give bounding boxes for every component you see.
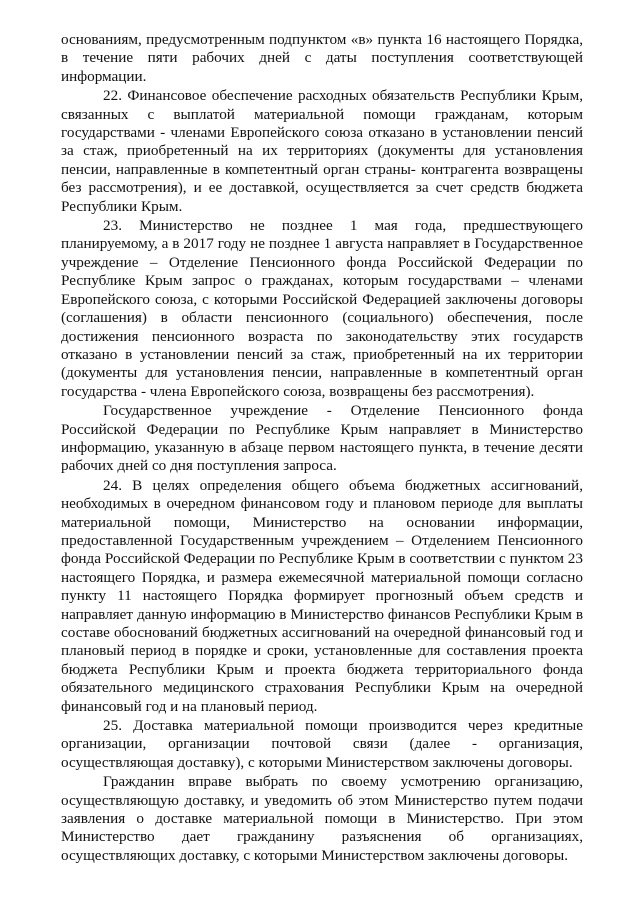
document-page bbox=[61, 31, 583, 866]
paragraph-22: 22. Финансовое обеспечение расходных обязательств Республики Крым, связанных с выплатой материальной помощи гражданам, которым государствами - членами Европейского союза отказано в установлении пенсий за стаж, приобретенный на их территориях (документы для установления пенсии, направленные в компетентный орган страны- контрагента возвращены без рассмотрения), и ее доставкой, осуществляется за счет средств бюджета Республики Крым. bbox=[61, 87, 583, 215]
paragraph-24: 24. В целях определения общего объема бюджетных ассигнований, необходимых в очередном финансовом году и плановом периоде для выплаты материальной помощи, Министерство на основании информации, предоставленной Государственным учреждением – Отделением Пенсионного фонда Российской Федерации по Республике Крым в соответствии с пунктом 23 настоящего Порядка, и размера ежемесячной материальной помощи согласно пункту 11 настоящего Порядка формирует прогнозный объем средств и направляет данную информацию в Министерство финансов Республики Крым в составе обоснований бюджетных ассигнований на очередной финансовый год и плановый период в порядке и сроки, установленные для составления проекта бюджета Республики Крым и проекта бюджета территориального фонда обязательного медицинского страхования Республики Крым на очередной финансовый год и на плановый период. bbox=[61, 476, 583, 715]
paragraph-continuation: основаниям, предусмотренным подпунктом «в» пункта 16 настоящего Порядка, в течение пяти рабочих дней с даты поступления соответствующей информации. bbox=[61, 31, 583, 85]
paragraph-23: 23. Министерство не позднее 1 мая года, предшествующего планируемому, а в 2017 году не позднее 1 августа направляет в Государственное учреждение – Отделение Пенсионного фонда Российской Федерации по Республике Крым запрос о гражданах, которым государствами – членами Европейского союза, с которыми Российской Федерацией заключены договоры (соглашения) в области пенсионного (социального) обеспечения, после достижения пенсионного возраста по законодательству этих государств отказано в установлении пенсий за стаж, приобретенный на их территории (документы для установления пенсии, направленные в компетентный орган государства - члена Европейского союза, возвращены без рассмотрения). bbox=[61, 217, 583, 400]
paragraph-23-second: Государственное учреждение - Отделение Пенсионного фонда Российской Федерации по Республике Крым направляет в Министерство информацию, указанную в абзаце первом настоящего пункта, в течение десяти рабочих дней со дня поступления запроса. bbox=[61, 402, 583, 475]
paragraph-25: 25. Доставка материальной помощи производится через кредитные организации, организации почтовой связи (далее - организация, осуществляющая доставку), с которыми Министерством заключены договоры. bbox=[61, 717, 583, 771]
paragraph-25-second: Гражданин вправе выбрать по своему усмотрению организацию, осуществляющую доставку, и уведомить об этом Министерство путем подачи заявления о доставке материальной помощи в Министерство. При этом Министерство дает гражданину разъяснения об организациях, осуществляющих доставку, с которыми Министерством заключены договоры. bbox=[61, 773, 583, 864]
